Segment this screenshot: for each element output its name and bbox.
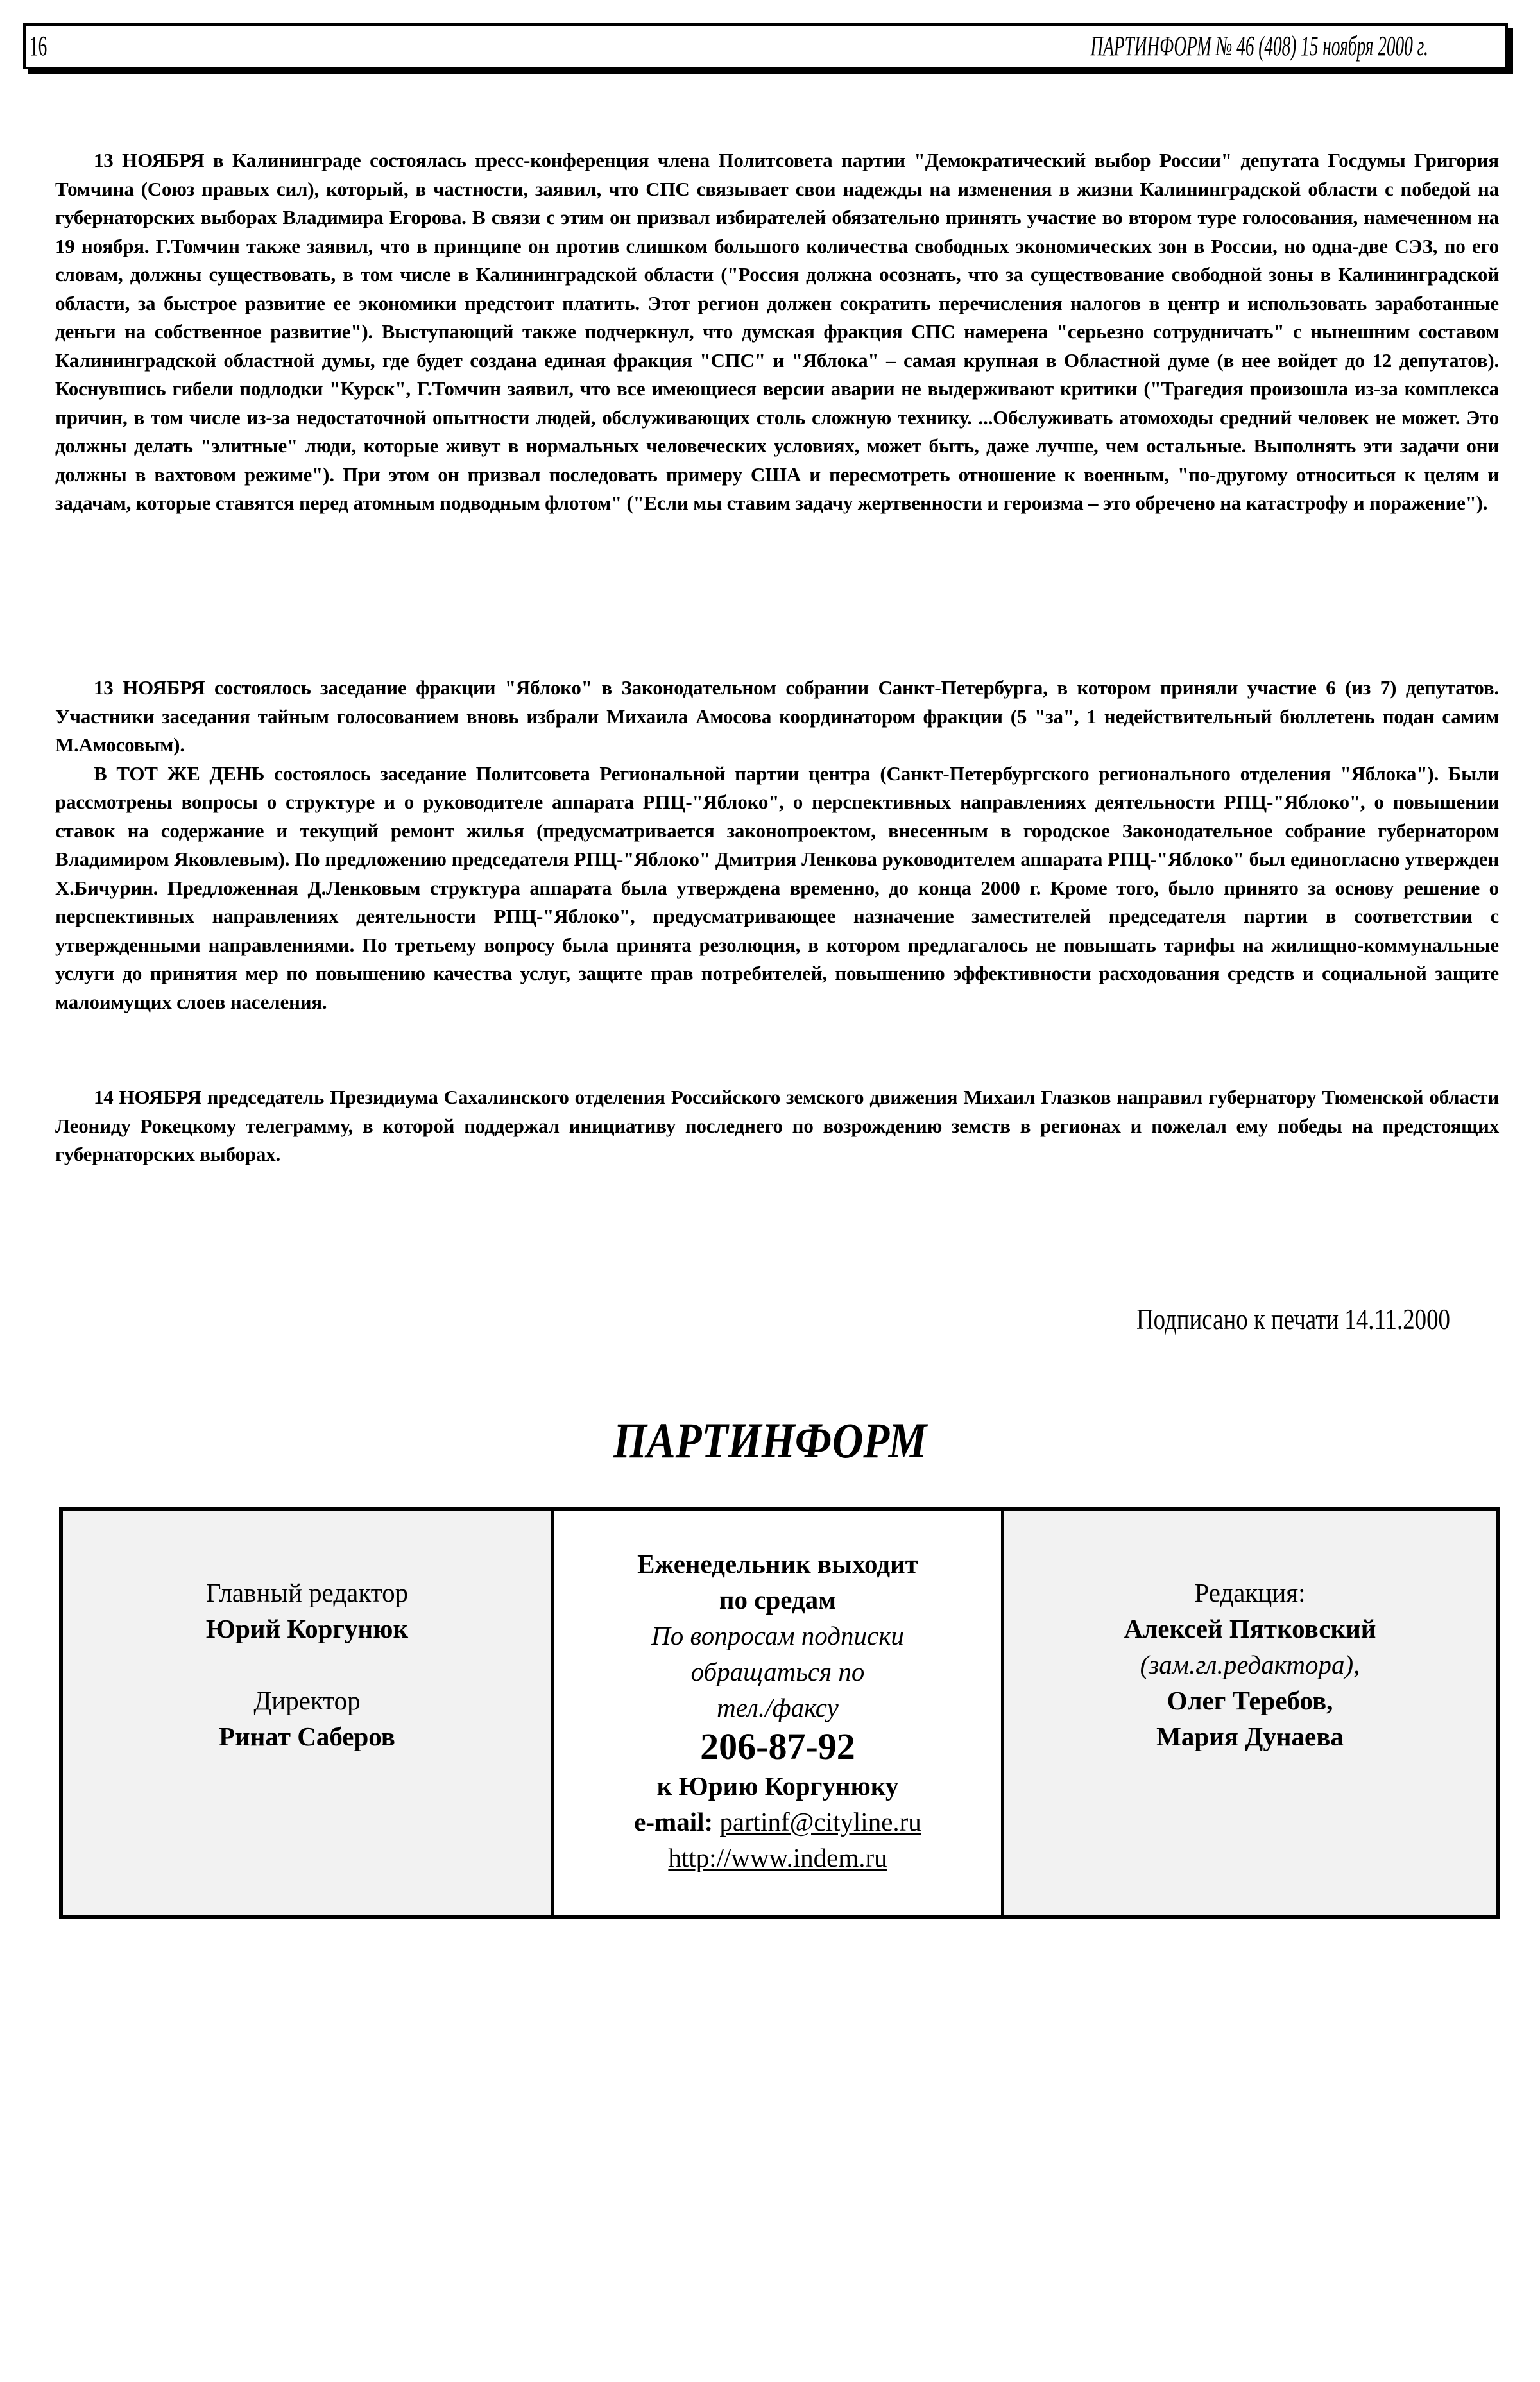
editorial-label: Редакция: [1194,1578,1306,1607]
page-header [23,23,1508,69]
editorial-role-1: (зам.гл.редактора), [1140,1650,1360,1679]
director-label: Директор [253,1686,361,1715]
masthead-column-editorial [1004,1511,1496,1915]
masthead-column-leadership [63,1511,554,1915]
news-item-tomchin [55,146,1499,518]
editor-label: Главный редактор [205,1578,409,1607]
contact-person: к Юрию Коргунюку [656,1771,899,1801]
director-name: Ринат Саберов [219,1722,395,1751]
schedule-line-1: Еженедельник выходит [637,1549,918,1579]
masthead-title-text: ПАРТИНФОРМ [613,1412,927,1468]
subscription-line-1: По вопросам подписки [651,1621,904,1650]
article-paragraph: 13 НОЯБРЯ в Калининграде состоялась пресс-конференция члена Политсовета партии "Демократический выбор России" депутата Госдумы Григория Томчина (Союз правых сил), который, в частности, заявил, что СПС связывает свои надежды на изменения в жизни Калининградской области с победой на губернаторских выборах Владимира Егорова. В связи с этим он призвал избирателей обязательно принять участие во втором туре голосования, намеченном на 19 ноября. Г.Томчин также заявил, что в принципе он против слишком большого количества свободных экономических зон в России, но одна-две СЭЗ, по его словам, должны существовать, в том числе в Калининградской области ("Россия должна осознать, что за существование свободной зоны в Калининградской области, за быстрое развитие ее экономики предстоит платить. Этот регион должен сократить перечисления налогов в центр и использовать заработанные деньги на собственное развитие"). Выступающий также подчеркнул, что думская фракция СПС намерена "серьезно сотрудничать" с нынешним составом Калининградской областной думы, где будет создана единая фракция "СПС" и "Яблока" – самая крупная в Областной думе (в нее войдет до 12 депутатов). Коснувшись гибели подлодки "Курск", Г.Томчин заявил, что все имеющиеся версии аварии не выдерживают критики ("Трагедия произошла из-за комплекса причин, в том числе из-за недостаточной опытности людей, обслуживающих столь сложную технику. ...Обслуживать атомоходы средний человек не может. Это должны делать "элитные" люди, которые живут в нормальных человеческих условиях, может быть, даже лучше, чем остальные. Выполнять эти задачи они должны в вахтовом режиме"). При этом он призвал последовать примеру США и пересмотреть отношение к военным, "по-другому относиться к целям и задачам, которые ставятся перед атомным подводным флотом" ("Если мы ставим задачу жертвенности и героизма – это обречено на катастрофу и поражение"). [55,149,1499,514]
email-link[interactable]: partinf@cityline.ru [719,1807,921,1837]
signed-to-print: Подписано к печати 14.11.2000 [1136,1303,1450,1335]
spacer [63,1647,551,1683]
page-number: 16 [30,30,47,62]
schedule-line-2: по средам [719,1585,837,1615]
phone-number: 206-87-92 [700,1726,855,1767]
article-paragraph: 14 НОЯБРЯ председатель Президиума Сахалинского отделения Российского земского движения Михаил Глазков направил губернатору Тюменской области Леониду Рокецкому телеграмму, в которой поддержал инициативу последнего по возрождению земств в регионах и пожелал ему победы на предстоящих губернаторских выборах. [55,1086,1499,1165]
editorial-name-1: Алексей Пятковский [1124,1614,1376,1643]
email-label: e-mail: [634,1807,714,1837]
news-item-yabloko [55,674,1499,1016]
subscription-line-3: тел./факсу [717,1693,839,1722]
masthead-title [0,1412,1540,1469]
email-row [554,1804,1001,1840]
article-paragraph: В ТОТ ЖЕ ДЕНЬ состоялось заседание Политсовета Региональной партии центра (Санкт-Петербургского регионального отделения "Яблока"). Были рассмотрены вопросы о структуре и о руководителе аппарата РПЦ-"Яблоко", о перспективных направлениях деятельности РПЦ-"Яблоко", о повышении ставок на содержание и текущий ремонт жилья (предусматривается законопроектом, внесенным в городское Законодательное собрание губернатором Владимиром Яковлевым). По предложению председателя РПЦ-"Яблоко" Дмитрия Ленкова руководителем аппарата РПЦ-"Яблоко" был единогласно утвержден Х.Бичурин. Предложенная Д.Ленковым структура аппарата была утверждена временно, до конца 2000 г. Кроме того, было принято за основу решение о перспективных направлениях деятельности РПЦ-"Яблоко", предусматривающее назначение заместителей председателя партии в соответствии с утвержденными направлениями. По третьему вопросу была принята резолюция, в котором предлагалось не повышать тарифы на жилищно-коммунальные услуги до принятия мер по повышению качества услуг, защите прав потребителей, повышению эффективности расходования средств и социальной защите малоимущих слоев населения. [55,762,1499,1013]
editorial-name-2: Олег Теребов, [1167,1686,1333,1715]
masthead-column-contacts [554,1511,1004,1915]
editor-name: Юрий Коргунюк [205,1614,409,1643]
issue-line: ПАРТИНФОРМ № 46 (408) 15 ноября 2000 г. [1090,30,1428,62]
website-link[interactable]: http://www.indem.ru [668,1843,887,1872]
article-paragraph: 13 НОЯБРЯ состоялось заседание фракции "Яблоко" в Законодательном собрании Санкт-Петербурга, в котором приняли участие 6 (из 7) депутатов. Участники заседания тайным голосованием вновь избрали Михаила Амосова координатором фракции (5 "за", 1 недействительный бюллетень подан самим М.Амосовым). [55,676,1499,756]
news-item-glazkov [55,1083,1499,1169]
masthead-box [59,1507,1500,1919]
editorial-name-3: Мария Дунаева [1156,1722,1344,1751]
subscription-line-2: обращаться по [690,1657,865,1686]
